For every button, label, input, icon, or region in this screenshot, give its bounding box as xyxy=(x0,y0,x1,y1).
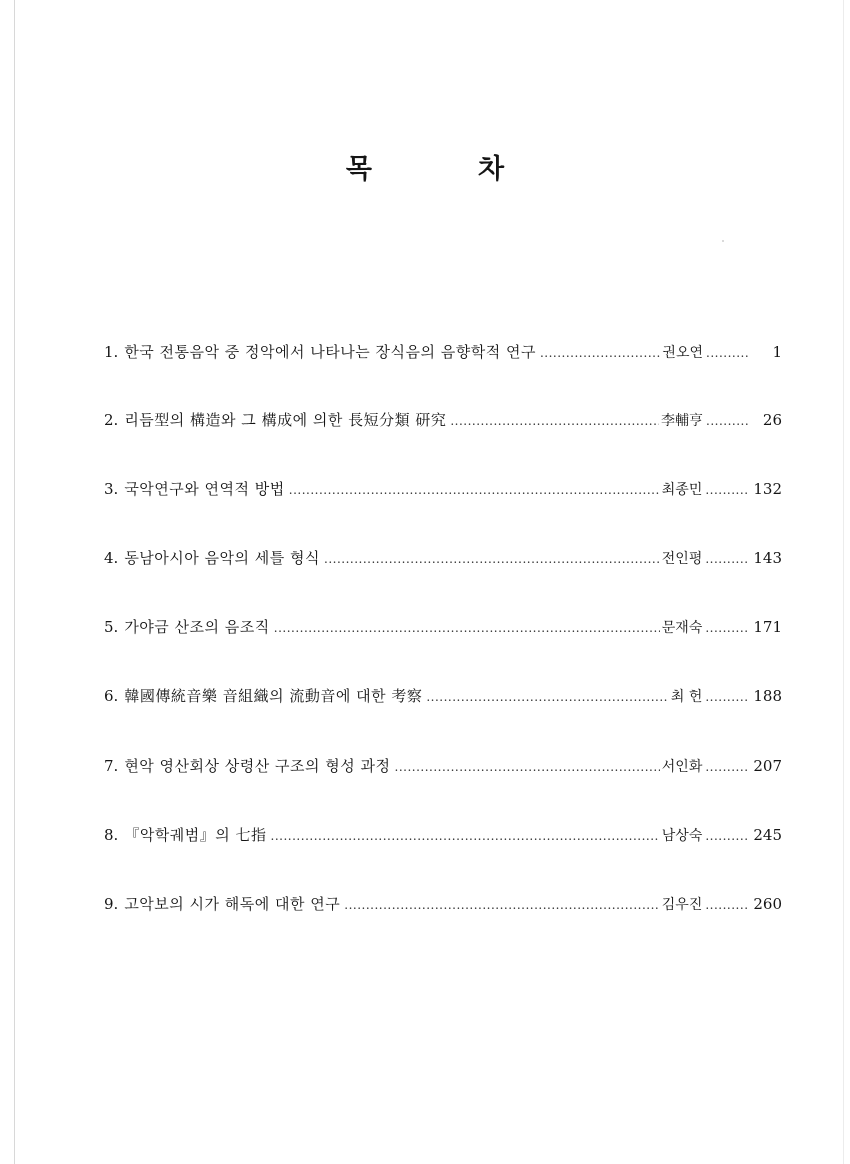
toc-entry-number: 3. xyxy=(104,480,119,498)
toc-entry-page: 207 xyxy=(753,757,782,775)
dot-leader xyxy=(706,414,748,428)
page-title xyxy=(0,147,850,186)
toc-entry-number: 4. xyxy=(104,549,119,567)
toc-entry-author: 김우진 xyxy=(661,897,703,913)
toc-entry-6 xyxy=(104,685,782,713)
dot-leader xyxy=(289,483,660,497)
toc-entry-3 xyxy=(104,478,782,506)
toc-entry-author: 권오연 xyxy=(662,345,703,361)
toc-entry-number: 5. xyxy=(104,618,119,636)
toc-entry-author: 문재숙 xyxy=(661,620,703,636)
toc-entry-number: 9. xyxy=(104,895,119,913)
toc-entry-title: 고악보의 시가 해독에 대한 연구 xyxy=(124,895,341,913)
page-title-char-2: 차 xyxy=(478,154,505,185)
toc-entry-number: 2. xyxy=(104,411,119,429)
toc-entry-9 xyxy=(104,893,782,921)
toc-entry-title: 동남아시아 음악의 세틀 형식 xyxy=(124,549,320,567)
toc-entry-page: 260 xyxy=(753,895,782,913)
page-title-char-1: 목 xyxy=(345,154,372,185)
toc-entry-5 xyxy=(104,616,782,644)
toc-entry-author: 최종민 xyxy=(661,482,703,498)
dot-leader xyxy=(705,898,747,912)
toc-entry-author: 전인평 xyxy=(661,551,703,567)
toc-entry-page: 1 xyxy=(772,343,782,361)
dot-leader xyxy=(705,552,747,566)
toc-entry-page: 245 xyxy=(753,826,782,844)
toc-entry-page: 188 xyxy=(753,687,782,705)
toc-entry-2 xyxy=(104,409,782,437)
dot-leader xyxy=(705,760,747,774)
toc-entry-1 xyxy=(104,341,782,369)
toc-entry-title: 韓國傳統音樂 音組織의 流動音에 대한 考察 xyxy=(124,687,423,705)
toc-entry-page: 171 xyxy=(753,618,782,636)
dot-leader xyxy=(705,483,747,497)
toc-entry-4 xyxy=(104,547,782,575)
toc-entry-page: 143 xyxy=(753,549,782,567)
toc-entry-number: 1. xyxy=(104,343,119,361)
dot-leader xyxy=(324,552,660,566)
toc-entry-7 xyxy=(104,755,782,783)
toc-entry-title: 현악 영산회상 상령산 구조의 형성 과정 xyxy=(124,757,391,775)
dot-leader xyxy=(705,829,747,843)
toc-entry-author: 최 헌 xyxy=(670,689,703,705)
dot-leader xyxy=(450,414,659,428)
toc-entry-number: 6. xyxy=(104,687,119,705)
toc-entry-author: 남상숙 xyxy=(661,828,703,844)
dot-leader xyxy=(705,690,747,704)
dot-leader xyxy=(344,898,660,912)
dot-leader xyxy=(271,829,660,843)
paper-speck xyxy=(722,240,724,242)
toc-entry-page: 132 xyxy=(753,480,782,498)
toc-entry-8 xyxy=(104,824,782,852)
toc-entry-title: 리듬型의 構造와 그 構成에 의한 長短分類 研究 xyxy=(124,411,447,429)
toc-entry-author: 李輔亨 xyxy=(661,413,703,429)
toc-entry-title: 『악학궤범』의 七指 xyxy=(124,826,267,844)
dot-leader xyxy=(274,621,660,635)
toc-entry-title: 한국 전통음악 중 정악에서 나타나는 장식음의 음향학적 연구 xyxy=(124,343,536,361)
toc-entry-number: 7. xyxy=(104,757,119,775)
dot-leader xyxy=(705,621,747,635)
toc-entry-title: 가야금 산조의 음조직 xyxy=(124,618,270,636)
toc-entry-page: 26 xyxy=(762,411,782,429)
dot-leader xyxy=(540,346,660,360)
toc-entry-number: 8. xyxy=(104,826,119,844)
dot-leader xyxy=(426,690,669,704)
dot-leader xyxy=(395,760,660,774)
toc-entry-author: 서인화 xyxy=(661,759,703,775)
dot-leader xyxy=(706,346,748,360)
toc-entry-title: 국악연구와 연역적 방법 xyxy=(124,480,285,498)
